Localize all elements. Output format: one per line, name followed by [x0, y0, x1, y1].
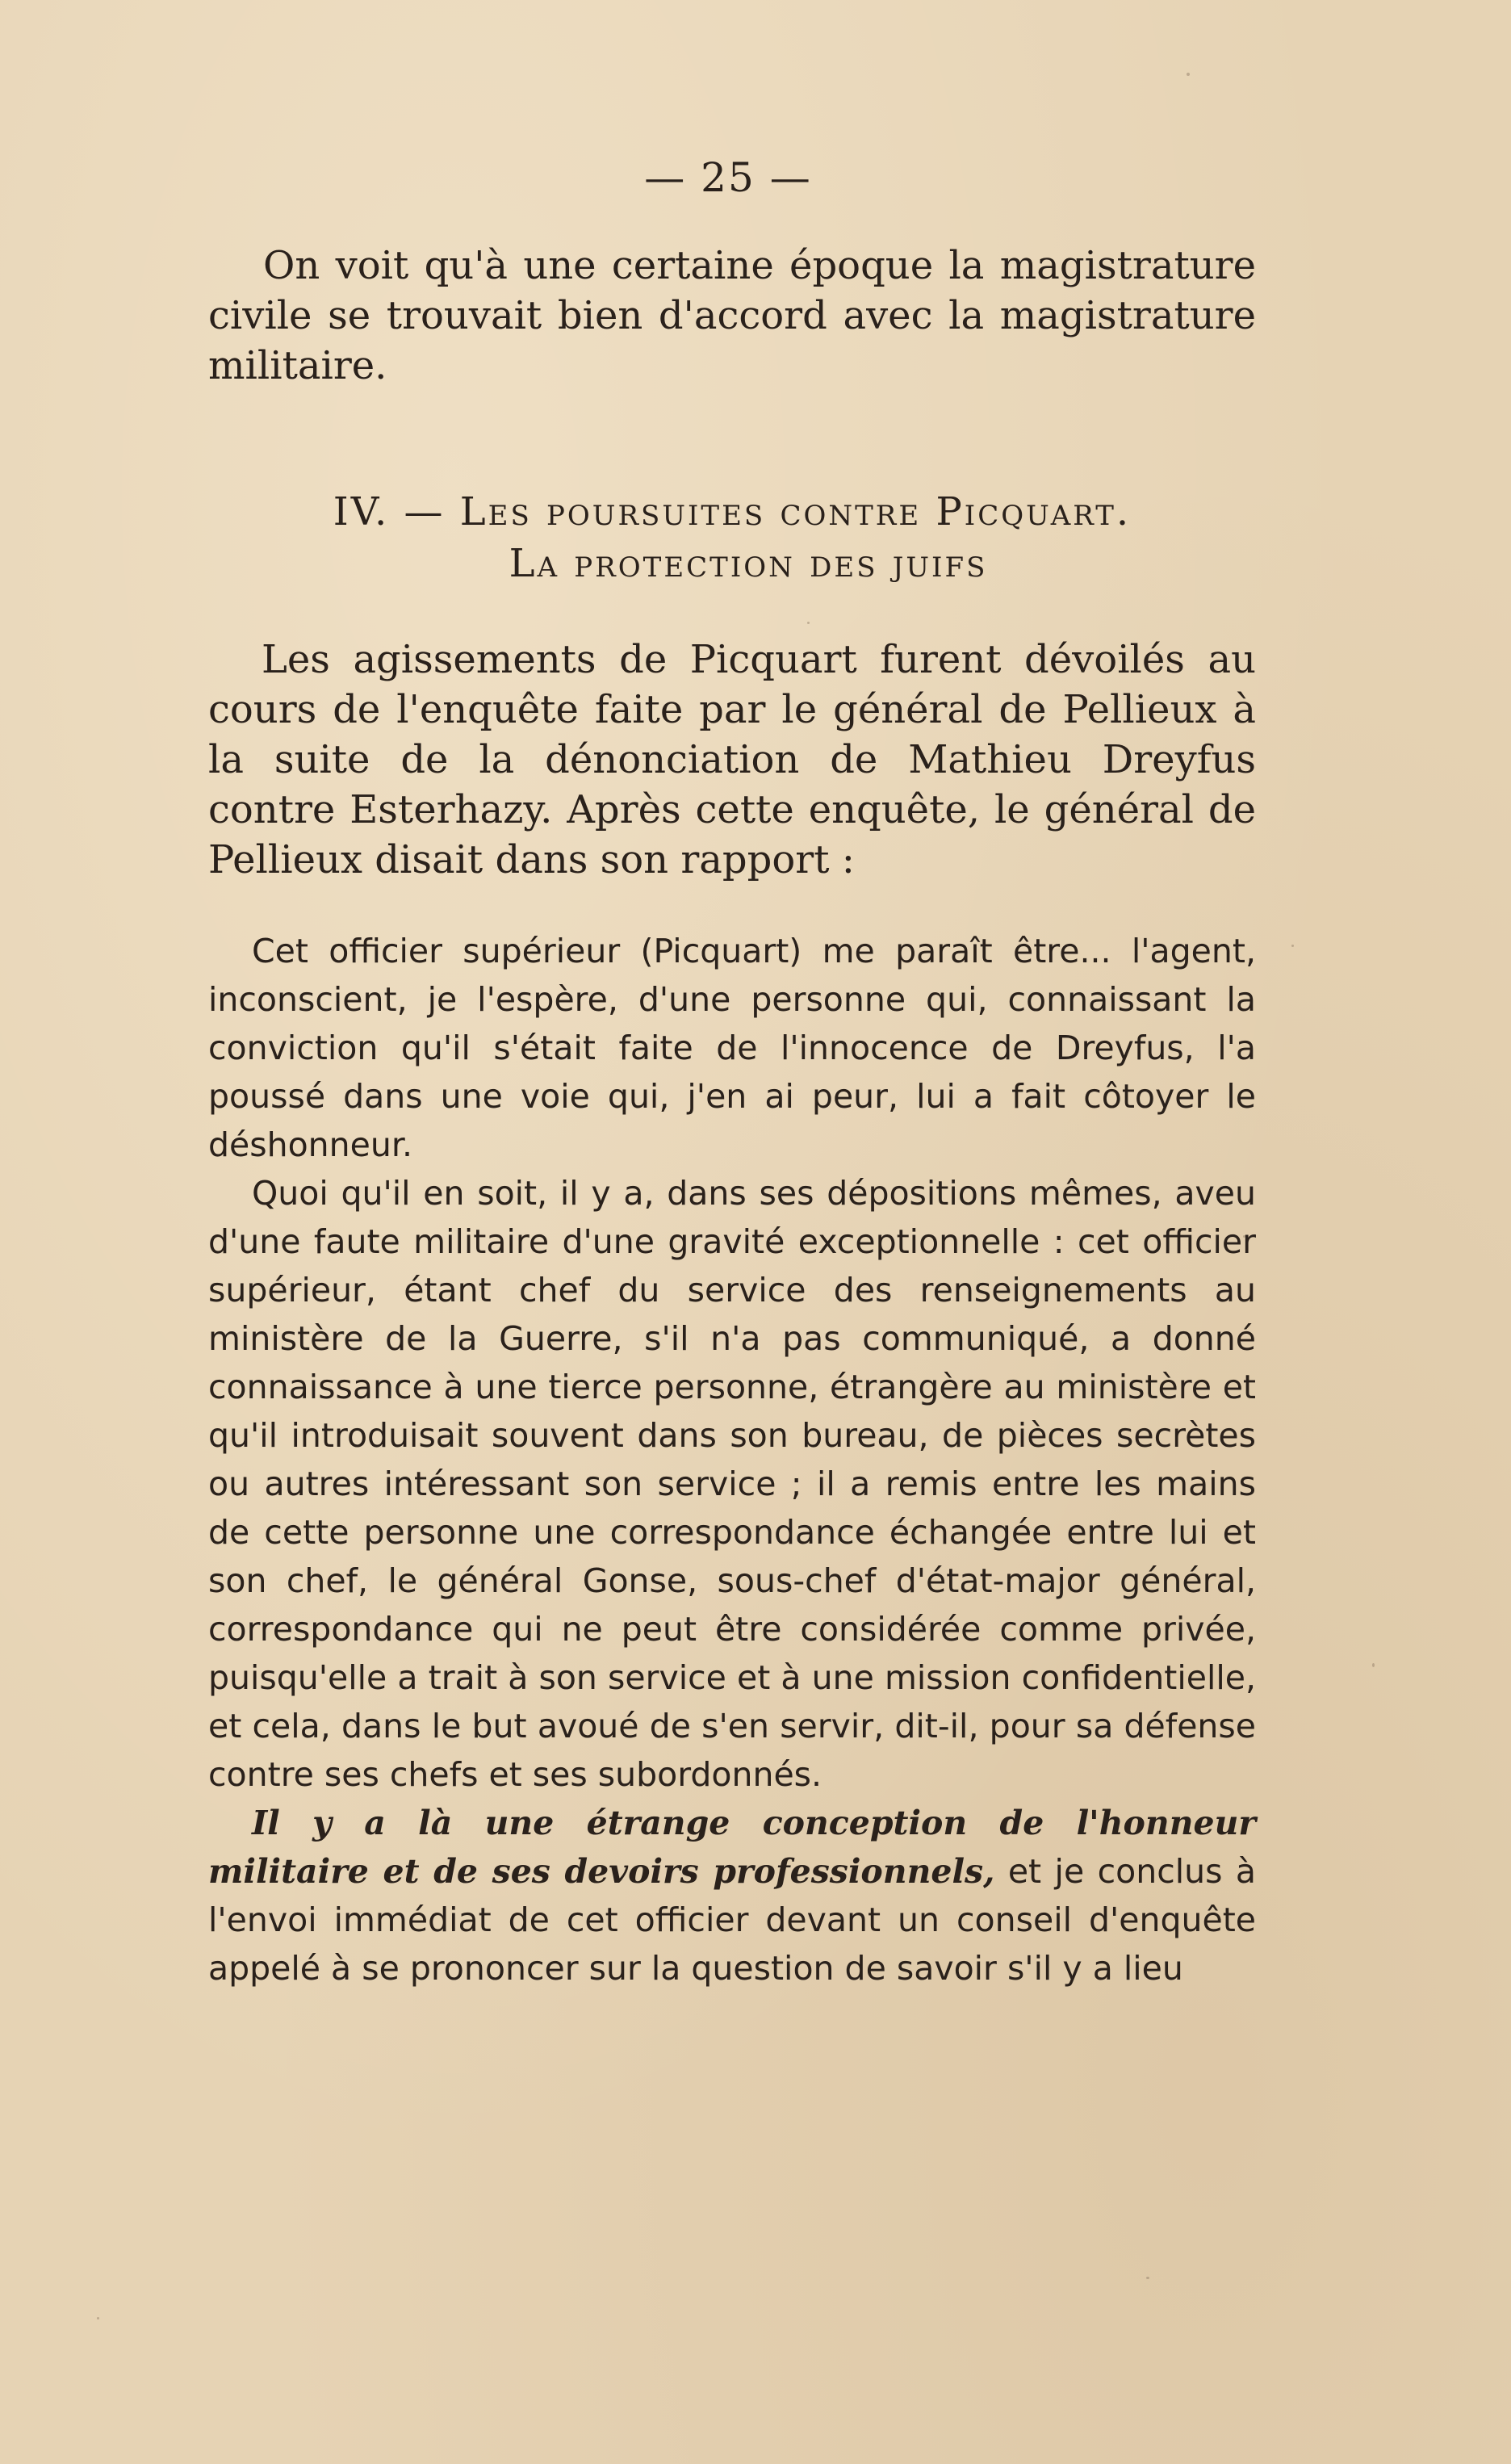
- quote-italic-phrase: Il y a là une étrange conception de l'honneur militaire et de ses devoirs professionnels,: [208, 1804, 1256, 1891]
- book-page: [208, 153, 1256, 1993]
- quote-conclusion: et je conclus à l'envoi immédiat de cet officier devant un conseil d'enquête appelé à se prononcer sur la question de savoir s'il y a lieu: [208, 1852, 1257, 1988]
- page-number: — 25 —: [644, 154, 812, 201]
- section-heading-line2: La protection des juifs: [509, 541, 988, 586]
- quote-paragraph-2: Quoi qu'il en soit, il y a, dans ses dépositions mêmes, aveu d'une faute militaire d'une gravité exceptionnelle : cet officier supérieur, étant chef du service des renseignements au ministère de la Guerre, s'il n'a pas communiqué, a donné connaissance à une tierce personne, étrangère au ministère et qu'il introduisait souvent dans son bureau, de pièces secrètes ou autres intéressant son service ; il a remis entre les mains de cette personne une correspondance échangée entre lui et son chef, le général Gonse, sous-chef d'état-major général, correspondance qui ne peut être considérée comme privée, puisqu'elle a trait à son service et à une mission confidentielle, et cela, dans le but avoué de s'en servir, dit-il, pour sa défense contre ses chefs et ses subordonnés.: [208, 1174, 1256, 1794]
- intro-paragraph: On voit qu'à une certaine époque la magistrature civile se trouvait bien d'accord avec la magistrature militaire.: [208, 243, 1256, 388]
- body-paragraph: Les agissements de Picquart furent dévoilés au cours de l'enquête faite par le général de Pellieux à la suite de la dénonciation de Mathieu Dreyfus contre Esterhazy. Après cette enquête, le général de Pellieux disait dans son rapport :: [208, 637, 1256, 882]
- report-quotation: [208, 927, 1256, 1993]
- quote-paragraph-3: [208, 1799, 1256, 1993]
- section-heading-line1: IV. — Les poursuites contre Picquart.: [333, 489, 1132, 534]
- quote-paragraph-1: Cet officier supérieur (Picquart) me paraît être... l'agent, inconscient, je l'espère, d'une personne qui, connaissant la conviction qu'il s'était faite de l'innocence de Dreyfus, l'a poussé dans une voie qui, j'en ai peur, lui a fait côtoyer le déshonneur.: [208, 932, 1256, 1164]
- section-heading: [208, 486, 1256, 589]
